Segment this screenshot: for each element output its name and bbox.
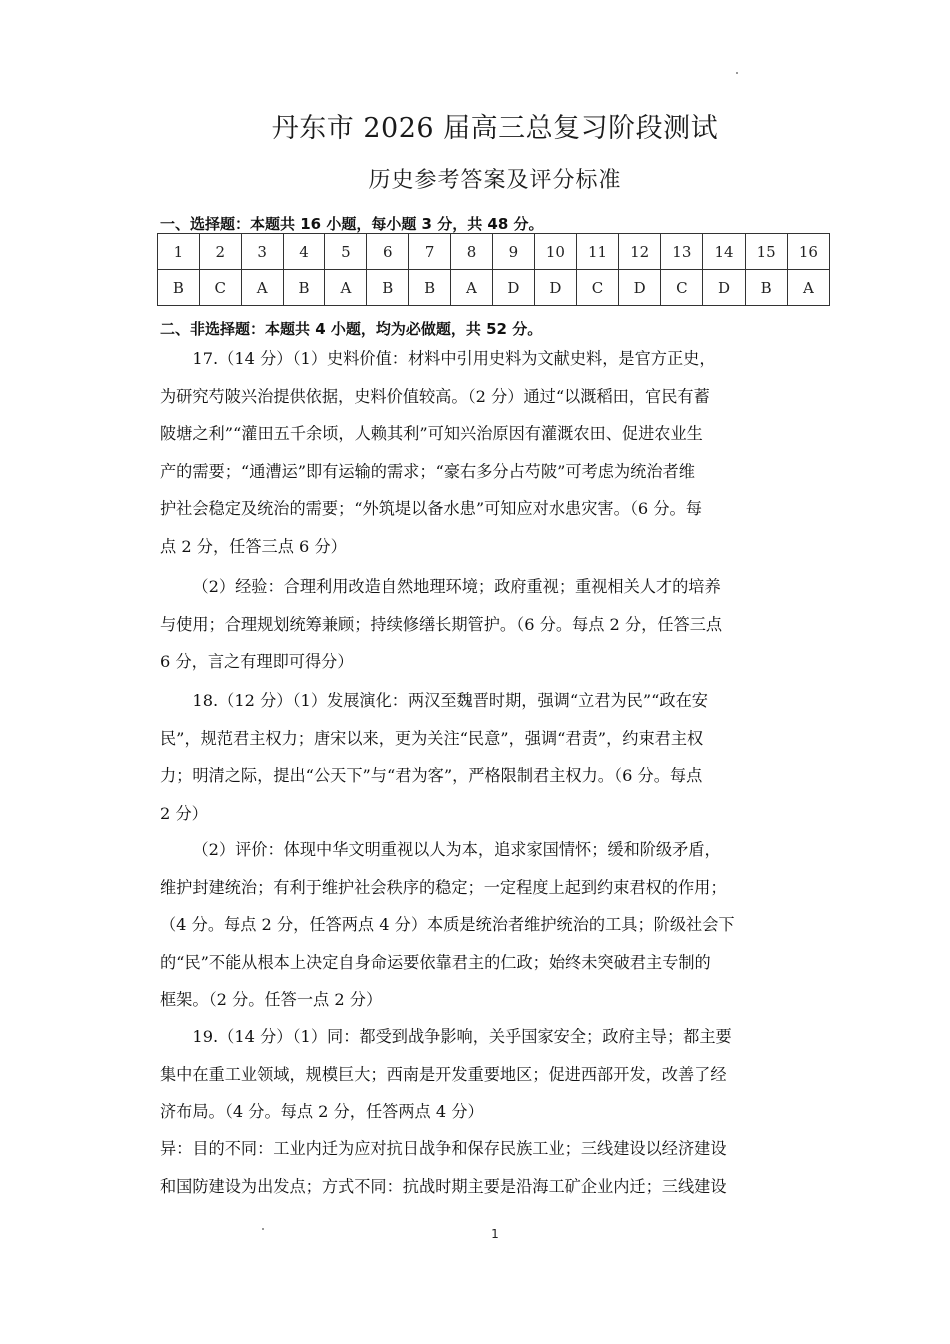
- question-number: 13: [661, 234, 703, 270]
- question-number-row: [158, 234, 830, 270]
- question-number: 15: [745, 234, 787, 270]
- text-line: 护社会稳定及统治的需要；“外筑堤以备水患”可知应对水患灾害。（6 分。每: [160, 499, 702, 518]
- text-line: （2）经验：合理利用改造自然地理环境；政府重视；重视相关人才的培养: [192, 577, 721, 596]
- text-line: 维护封建统治；有利于维护社会秩序的稳定；一定程度上起到约束君权的作用；: [160, 877, 727, 897]
- text-line: 集中在重工业领域，规模巨大；西南是开发重要地区；促进西部开发，改善了经: [160, 1064, 727, 1084]
- answer-cell: B: [283, 270, 325, 306]
- answer-cell: A: [787, 270, 829, 306]
- text-line: （2）评价：体现中华文明重视以人为本，追求家国情怀；缓和阶级矛盾，: [192, 840, 721, 859]
- question-number: 4: [283, 234, 325, 270]
- answer-cell: A: [451, 270, 493, 306]
- question-number: 2: [199, 234, 241, 270]
- section1-heading: 一、选择题：本题共 16 小题，每小题 3 分，共 48 分。: [160, 215, 544, 233]
- text-line: 产的需要；“通漕运”即有运输的需求；“豪右多分占芍陂”可考虑为统治者维: [160, 461, 695, 481]
- question-number: 16: [787, 234, 829, 270]
- text-line: 17.（14 分）（1）史料价值：材料中引用史料为文献史料，是官方正史，: [192, 349, 716, 368]
- question-number: 8: [451, 234, 493, 270]
- question-number: 7: [409, 234, 451, 270]
- answer-cell: B: [158, 270, 200, 306]
- page-number: 1: [491, 1227, 499, 1241]
- question-number: 14: [703, 234, 745, 270]
- text-line: 济布局。（4 分。每点 2 分，任答两点 4 分）: [160, 1102, 484, 1121]
- answer-cell: A: [325, 270, 367, 306]
- q18-part2: [160, 831, 830, 1019]
- section2-heading: 二、非选择题：本题共 4 小题，均为必做题，共 52 分。: [160, 320, 543, 338]
- document-title: 丹东市 2026 届高三总复习阶段测试: [271, 113, 719, 144]
- answer-cell: B: [409, 270, 451, 306]
- question-number: 10: [534, 234, 576, 270]
- question-number: 12: [619, 234, 661, 270]
- text-line: 为研究芍陂兴治提供依据，史料价值较高。（2 分）通过“以溉稻田，官民有蓄: [160, 386, 710, 406]
- q17-part2: [160, 568, 830, 681]
- answer-cell: B: [745, 270, 787, 306]
- text-line: 框架。（2 分。任答一点 2 分）: [160, 990, 383, 1009]
- question-number: 1: [158, 234, 200, 270]
- q17-part1: [160, 340, 830, 565]
- question-number: 3: [241, 234, 283, 270]
- question-number: 9: [492, 234, 534, 270]
- answer-row: [158, 270, 830, 306]
- answer-cell: C: [199, 270, 241, 306]
- text-line: 民”，规范君主权力；唐宋以来，更为关注“民意”，强调“君责”，约束君主权: [160, 728, 704, 748]
- question-number: 11: [576, 234, 618, 270]
- text-line: 和国防建设为出发点；方式不同：抗战时期主要是沿海工矿企业内迁；三线建设: [160, 1176, 727, 1196]
- scan-speck: [736, 72, 738, 74]
- text-line: 的“民”不能从根本上决定自身命运要依靠君主的仁政；始终未突破君主专制的: [160, 952, 711, 972]
- text-line: 与使用；合理规划统筹兼顾；持续修缮长期管护。（6 分。每点 2 分，任答三点: [160, 614, 723, 634]
- answer-cell: D: [619, 270, 661, 306]
- text-line: 异：目的不同：工业内迁为应对抗日战争和保存民族工业；三线建设以经济建设: [160, 1139, 727, 1158]
- answer-cell: A: [241, 270, 283, 306]
- answer-cell: D: [492, 270, 534, 306]
- text-line: 2 分）: [160, 803, 208, 823]
- text-line: （4 分。每点 2 分，任答两点 4 分）本质是统治者维护统治的工具；阶级社会下: [160, 915, 735, 934]
- answer-table: [157, 233, 830, 306]
- text-line: 陂塘之利”“灌田五千余顷，人赖其利”可知兴治原因有灌溉农田、促进农业生: [160, 424, 703, 443]
- text-line: 18.（12 分）（1）发展演化：两汉至魏晋时期，强调“立君为民”“政在安: [192, 691, 708, 710]
- answer-cell: C: [661, 270, 703, 306]
- text-line: 点 2 分，任答三点 6 分）: [160, 536, 347, 556]
- question-number: 5: [325, 234, 367, 270]
- text-line: 19.（14 分）（1）同：都受到战争影响，关乎国家安全；政府主导；都主要: [192, 1027, 732, 1046]
- document-subtitle: 历史参考答案及评分标准: [368, 168, 622, 193]
- answer-cell: C: [576, 270, 618, 306]
- q19-differences: [160, 1130, 830, 1205]
- text-line: 力；明清之际，提出“公天下”与“君为客”，严格限制君主权力。（6 分。每点: [160, 766, 703, 785]
- text-line: 6 分，言之有理即可得分）: [160, 652, 354, 671]
- answer-cell: B: [367, 270, 409, 306]
- question-number: 6: [367, 234, 409, 270]
- q19-part1: [160, 1018, 830, 1131]
- q18-part1: [160, 682, 830, 832]
- answer-cell: D: [703, 270, 745, 306]
- answer-cell: D: [534, 270, 576, 306]
